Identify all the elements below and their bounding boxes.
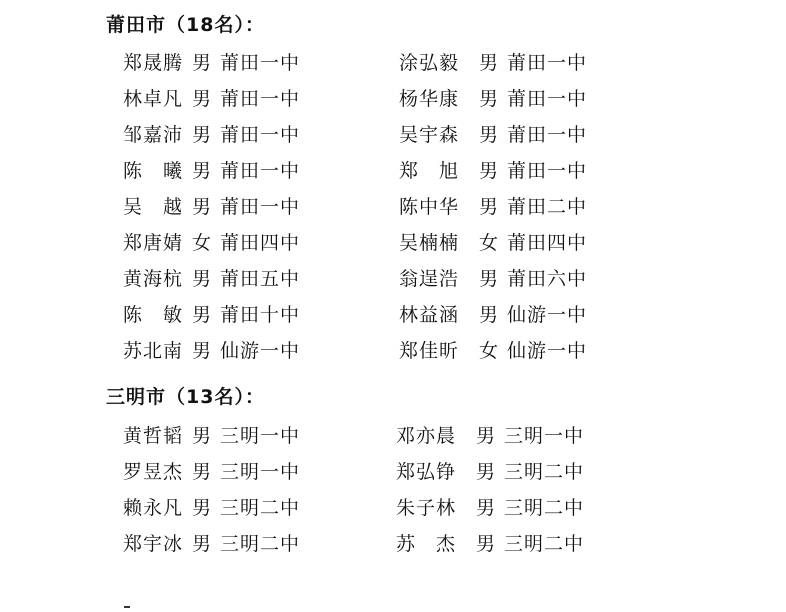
student-gender: 男: [192, 88, 213, 110]
student-name: 翁逞浩: [399, 268, 460, 290]
student-name: 赖永凡: [123, 497, 184, 519]
student-gender: 女: [479, 232, 500, 254]
student-name: 罗昱杰: [123, 461, 184, 483]
student-gender: 男: [476, 461, 497, 483]
student-gender: 男: [192, 533, 213, 555]
student-name: 郑晟腾: [123, 52, 184, 74]
student-name: 林益涵: [399, 304, 460, 326]
student-gender: 男: [479, 268, 500, 290]
student-school: 莆田一中: [220, 52, 301, 74]
student-name: 邹嘉沛: [123, 124, 184, 146]
student-school: 三明一中: [220, 425, 301, 447]
student-school: 莆田一中: [507, 124, 588, 146]
student-gender: 男: [479, 160, 500, 182]
student-gender: 男: [192, 160, 213, 182]
list-item: [399, 81, 587, 117]
student-gender: 男: [479, 196, 500, 218]
list-item: [396, 490, 584, 526]
student-name: 陈中华: [399, 196, 460, 218]
student-name: 涂弘毅: [399, 52, 460, 74]
student-gender: 男: [476, 497, 497, 519]
student-name: 吴宇森: [399, 124, 460, 146]
student-school: 莆田一中: [507, 160, 588, 182]
student-school: 莆田五中: [220, 268, 301, 290]
sanming-right-column: [396, 418, 584, 562]
list-item: [123, 297, 300, 333]
student-gender: 男: [192, 124, 213, 146]
student-gender: 男: [479, 52, 500, 74]
list-item: [399, 225, 587, 261]
list-item: [399, 189, 587, 225]
list-item: [123, 45, 300, 81]
list-item: [399, 333, 587, 369]
student-gender: 女: [479, 340, 500, 362]
list-item: [399, 297, 587, 333]
student-school: 三明一中: [504, 425, 585, 447]
student-school: 仙游一中: [507, 304, 588, 326]
student-name: 郑弘铮: [396, 461, 457, 483]
student-name: 黄哲韬: [123, 425, 184, 447]
list-item: [123, 153, 300, 189]
student-school: 莆田一中: [507, 52, 588, 74]
student-name: 陈 敏: [123, 304, 184, 326]
student-school: 莆田六中: [507, 268, 588, 290]
student-school: 莆田一中: [507, 88, 588, 110]
student-name: 吴楠楠: [399, 232, 460, 254]
student-school: 仙游一中: [220, 340, 301, 362]
student-school: 莆田四中: [507, 232, 588, 254]
list-item: [396, 454, 584, 490]
student-gender: 男: [192, 461, 213, 483]
student-school: 三明一中: [220, 461, 301, 483]
section-heading-sanming: 三明市（13名）：: [106, 386, 265, 408]
list-item: [123, 333, 300, 369]
student-gender: 男: [476, 425, 497, 447]
student-name: 黄海杭: [123, 268, 184, 290]
student-name: 邓亦晨: [396, 425, 457, 447]
student-name: 林卓凡: [123, 88, 184, 110]
student-name: 苏北南: [123, 340, 184, 362]
student-gender: 男: [479, 88, 500, 110]
student-school: 三明二中: [220, 497, 301, 519]
list-item: [399, 45, 587, 81]
student-gender: 女: [192, 232, 213, 254]
list-item: [399, 117, 587, 153]
student-school: 莆田一中: [220, 160, 301, 182]
list-item: [123, 81, 300, 117]
student-name: 郑佳昕: [399, 340, 460, 362]
student-school: 莆田一中: [220, 124, 301, 146]
list-item: [399, 261, 587, 297]
student-school: 三明二中: [220, 533, 301, 555]
putian-left-column: [123, 45, 300, 369]
list-item: [123, 261, 300, 297]
list-item: [123, 454, 300, 490]
student-gender: 男: [192, 196, 213, 218]
student-name: 杨华康: [399, 88, 460, 110]
student-name: 朱子林: [396, 497, 457, 519]
student-school: 三明二中: [504, 533, 585, 555]
putian-right-column: [399, 45, 587, 369]
student-gender: 男: [192, 425, 213, 447]
student-gender: 男: [192, 268, 213, 290]
student-school: 莆田四中: [220, 232, 301, 254]
list-item: [123, 117, 300, 153]
list-item: [396, 418, 584, 454]
list-item: [123, 225, 300, 261]
student-name: 郑 旭: [399, 160, 460, 182]
student-gender: 男: [192, 340, 213, 362]
section-heading-putian: 莆田市（18名）：: [106, 14, 265, 36]
student-school: 仙游一中: [507, 340, 588, 362]
student-name: 苏 杰: [396, 533, 457, 555]
student-gender: 男: [479, 124, 500, 146]
list-item: [399, 153, 587, 189]
student-school: 莆田一中: [220, 88, 301, 110]
student-school: 莆田一中: [220, 196, 301, 218]
page-cutoff-mark: [124, 606, 130, 608]
student-school: 三明二中: [504, 461, 585, 483]
list-item: [123, 490, 300, 526]
student-gender: 男: [192, 304, 213, 326]
student-name: 吴 越: [123, 196, 184, 218]
list-item: [123, 418, 300, 454]
student-name: 郑唐婧: [123, 232, 184, 254]
list-item: [123, 526, 300, 562]
student-name: 郑宇冰: [123, 533, 184, 555]
student-school: 莆田十中: [220, 304, 301, 326]
student-school: 莆田二中: [507, 196, 588, 218]
sanming-left-column: [123, 418, 300, 562]
student-gender: 男: [479, 304, 500, 326]
student-gender: 男: [476, 533, 497, 555]
student-name: 陈 曦: [123, 160, 184, 182]
list-item: [123, 189, 300, 225]
student-gender: 男: [192, 497, 213, 519]
student-school: 三明二中: [504, 497, 585, 519]
student-gender: 男: [192, 52, 213, 74]
list-item: [396, 526, 584, 562]
